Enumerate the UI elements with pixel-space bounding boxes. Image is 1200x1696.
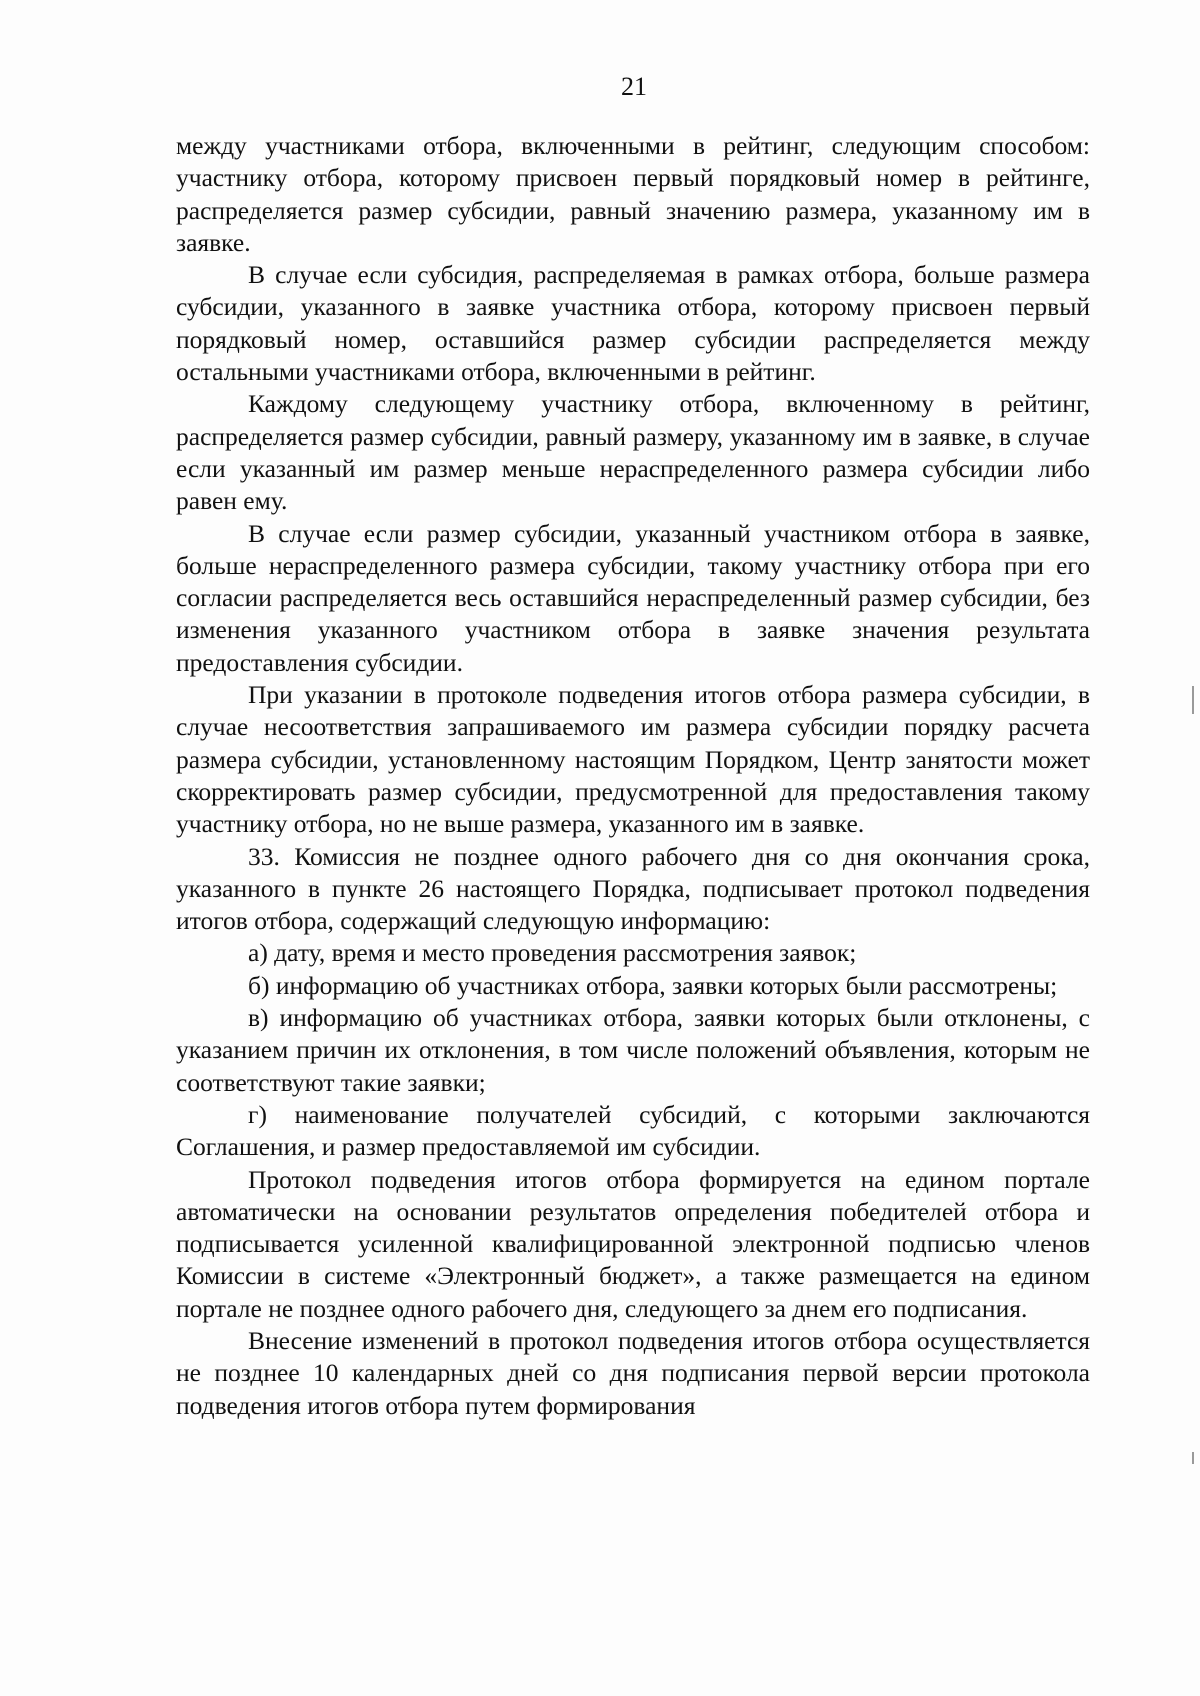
paragraph: Каждому следующему участнику отбора, включенному в рейтинг, распределяется размер субсидии, равный размеру, указанному им в заявке, в случае если указанный им размер меньше нераспределенного размера субсидии либо равен ему. [176,389,1090,516]
list-item-g: г) наименование получателей субсидий, с которыми заключаются Соглашения, и размер предоставляемой им субсидии. [176,1099,1090,1162]
paragraph: Внесение изменений в протокол подведения итогов отбора осуществляется не позднее 10 календарных дней со дня подписания первой версии протокола подведения итогов отбора путем формирования [176,1325,1090,1420]
paragraph: В случае если субсидия, распределяемая в рамках отбора, больше размера субсидии, указанного в заявке участника отбора, которому присвоен первый порядковый номер, оставшийся размер субсидии распределяется между остальными участниками отбора, включенными в рейтинг. [176,260,1090,387]
paragraph: Протокол подведения итогов отбора формируется на едином портале автоматически на основании результатов определения победителей отбора и подписывается усиленной квалифицированной электронной подписью членов Комиссии в системе «Электронный бюджет», а также размещается на едином портале не позднее одного рабочего дня, следующего за днем его подписания. [176,1164,1090,1323]
paragraph-continuation: между участниками отбора, включенными в рейтинг, следующим способом: участнику отбора, которому присвоен первый порядковый номер в рейтинге, распределяется размер субсидии, равный значению размера, указанному им в заявке. [176,131,1090,257]
list-item-b: б) информацию об участниках отбора, заявки которых были рассмотрены; [248,970,1058,1000]
document-body [176,130,1090,1422]
page-number: 21 [621,72,647,101]
list-item-v: в) информацию об участниках отбора, заявки которых были отклонены, с указанием причин их отклонения, в том числе положений объявления, которым не соответствуют такие заявки; [176,1003,1090,1097]
list-item-a: а) дату, время и место проведения рассмотрения заявок; [248,938,857,968]
scan-edge-mark [1192,1452,1194,1464]
paragraph: В случае если размер субсидии, указанный участником отбора в заявке, больше нераспределенного размера субсидии, такому участнику отбора при его согласии распределяется весь оставшийся нераспределенный размер субсидии, без изменения указанного участником отбора в заявке значения результата предоставления субсидии. [176,518,1090,677]
paragraph-clause-33: 33. Комиссия не позднее одного рабочего дня со дня окончания срока, указанного в пункте 26 настоящего Порядка, подписывает протокол подведения итогов отбора, содержащий следующую информацию: [176,841,1090,936]
paragraph: При указании в протоколе подведения итогов отбора размера субсидии, в случае несоответствия запрашиваемого им размера субсидии порядку расчета размера субсидии, установленному настоящим Порядком, Центр занятости может скорректировать размер субсидии, предусмотренной для предоставления такому участнику отбора, но не выше размера, указанного им в заявке. [176,680,1090,839]
scan-edge-mark [1192,686,1194,714]
